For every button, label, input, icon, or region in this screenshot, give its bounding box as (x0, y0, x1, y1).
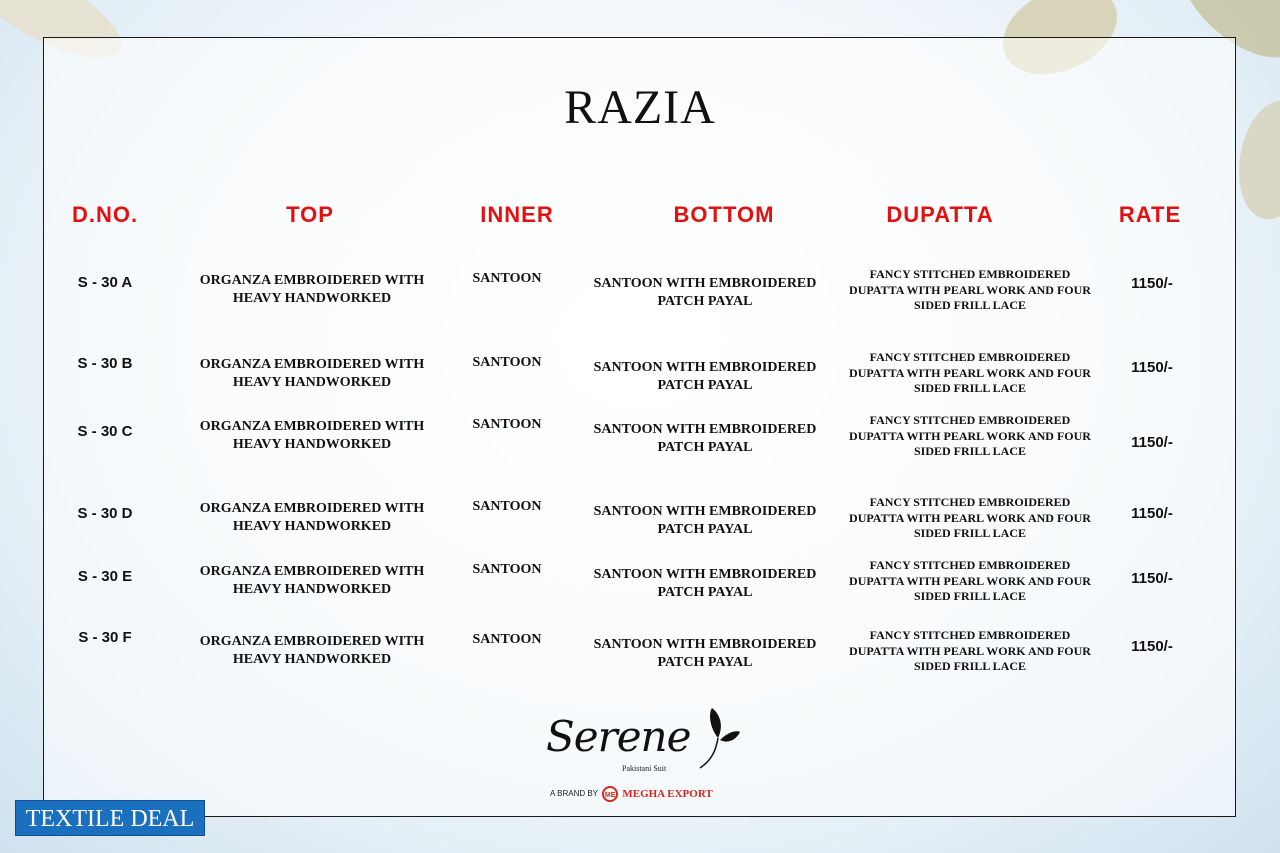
inner-description: SANTOON (472, 562, 542, 577)
bottom-description-line: PATCH PAYAL (657, 440, 753, 455)
dupatta-description (835, 350, 1105, 397)
bottom-description-line: PATCH PAYAL (657, 522, 753, 537)
bottom-description (580, 275, 830, 311)
inner-description: SANTOON (472, 271, 542, 286)
inner-description: SANTOON (472, 417, 542, 432)
rate-value: 1150/- (1131, 275, 1173, 292)
rate-value: 1150/- (1131, 570, 1173, 587)
megha-logo-icon: ME (602, 786, 618, 802)
dupatta-description-line: SIDED FRILL LACE (913, 659, 1027, 673)
bottom-description (580, 636, 830, 672)
top-description (172, 633, 452, 669)
bottom-description-line: SANTOON WITH EMBROIDERED (593, 276, 817, 291)
dupatta-description-line: SIDED FRILL LACE (913, 589, 1027, 603)
dupatta-description-line: DUPATTA WITH PEARL WORK AND FOUR (849, 643, 1091, 658)
dupatta-description-line: SIDED FRILL LACE (913, 381, 1027, 395)
top-description-line: HEAVY HANDWORKED (232, 291, 392, 306)
brand-name: Serene (546, 712, 691, 761)
top-description (172, 563, 452, 599)
top-description-line: ORGANZA EMBROIDERED WITH (199, 357, 425, 372)
dupatta-description-line: SIDED FRILL LACE (913, 298, 1027, 312)
rate-value: 1150/- (1131, 505, 1173, 522)
dupatta-description (835, 558, 1105, 605)
dupatta-description-line: DUPATTA WITH PEARL WORK AND FOUR (849, 282, 1091, 297)
dupatta-description (835, 267, 1105, 314)
top-description-line: ORGANZA EMBROIDERED WITH (199, 634, 425, 649)
top-description-line: ORGANZA EMBROIDERED WITH (199, 273, 425, 288)
top-description-line: HEAVY HANDWORKED (232, 375, 392, 390)
top-description-line: ORGANZA EMBROIDERED WITH (199, 419, 425, 434)
bottom-description-line: SANTOON WITH EMBROIDERED (593, 637, 817, 652)
brand-tagline: Pakistani Suit (622, 764, 667, 773)
top-description (172, 500, 452, 536)
inner-description: SANTOON (472, 355, 542, 370)
brand-by-line (550, 786, 713, 802)
top-description-line: ORGANZA EMBROIDERED WITH (199, 564, 425, 579)
bottom-description-line: PATCH PAYAL (657, 378, 753, 393)
header-rate: RATE (1118, 202, 1182, 227)
design-number: S - 30 F (78, 629, 132, 646)
header-top: TOP (286, 202, 334, 227)
watermark-badge: TEXTILE DEAL (15, 800, 205, 836)
bottom-description-line: SANTOON WITH EMBROIDERED (593, 422, 817, 437)
top-description-line: ORGANZA EMBROIDERED WITH (199, 501, 425, 516)
dupatta-description-line: FANCY STITCHED EMBROIDERED (869, 350, 1071, 364)
top-description-line: HEAVY HANDWORKED (232, 652, 392, 667)
dupatta-description-line: DUPATTA WITH PEARL WORK AND FOUR (849, 365, 1091, 380)
catalog-title: RAZIA (564, 81, 716, 134)
brand-by-label: A BRAND BY (550, 789, 598, 799)
bottom-description-line: SANTOON WITH EMBROIDERED (593, 504, 817, 519)
brand-logo (540, 700, 740, 810)
rate-value: 1150/- (1131, 434, 1173, 451)
top-description-line: HEAVY HANDWORKED (232, 437, 392, 452)
rate-value: 1150/- (1131, 359, 1173, 376)
dupatta-description-line: DUPATTA WITH PEARL WORK AND FOUR (849, 573, 1091, 588)
header-dno: D.NO. (71, 202, 139, 227)
dupatta-description-line: FANCY STITCHED EMBROIDERED (869, 495, 1071, 509)
dupatta-description (835, 628, 1105, 675)
header-bottom: BOTTOM (673, 202, 775, 227)
design-number: S - 30 C (77, 423, 133, 440)
top-description-line: HEAVY HANDWORKED (232, 519, 392, 534)
bottom-description-line: PATCH PAYAL (657, 585, 753, 600)
dupatta-description-line: SIDED FRILL LACE (913, 444, 1027, 458)
design-number: S - 30 A (77, 274, 133, 291)
top-description (172, 272, 452, 308)
bottom-description (580, 421, 830, 457)
rate-value: 1150/- (1131, 638, 1173, 655)
bottom-description (580, 503, 830, 539)
header-dupatta: DUPATTA (886, 202, 994, 227)
dupatta-description-line: FANCY STITCHED EMBROIDERED (869, 628, 1071, 642)
header-inner: INNER (480, 202, 554, 227)
design-number: S - 30 E (77, 568, 133, 585)
design-number: S - 30 D (77, 505, 133, 522)
bottom-description-line: PATCH PAYAL (657, 655, 753, 670)
design-number: S - 30 B (77, 355, 133, 372)
bottom-description-line: PATCH PAYAL (657, 294, 753, 309)
dupatta-description (835, 413, 1105, 460)
inner-description: SANTOON (472, 499, 542, 514)
dupatta-description-line: FANCY STITCHED EMBROIDERED (869, 267, 1071, 281)
top-description (172, 418, 452, 454)
top-description (172, 356, 452, 392)
bottom-description (580, 566, 830, 602)
dupatta-description-line: SIDED FRILL LACE (913, 526, 1027, 540)
top-description-line: HEAVY HANDWORKED (232, 582, 392, 597)
dupatta-description-line: FANCY STITCHED EMBROIDERED (869, 558, 1071, 572)
inner-description: SANTOON (472, 632, 542, 647)
company-name: MEGHA EXPORT (622, 788, 713, 800)
dupatta-description-line: FANCY STITCHED EMBROIDERED (869, 413, 1071, 427)
dupatta-description-line: DUPATTA WITH PEARL WORK AND FOUR (849, 510, 1091, 525)
dupatta-description-line: DUPATTA WITH PEARL WORK AND FOUR (849, 428, 1091, 443)
bottom-description (580, 359, 830, 395)
bottom-description-line: SANTOON WITH EMBROIDERED (593, 360, 817, 375)
bottom-description-line: SANTOON WITH EMBROIDERED (593, 567, 817, 582)
dupatta-description (835, 495, 1105, 542)
